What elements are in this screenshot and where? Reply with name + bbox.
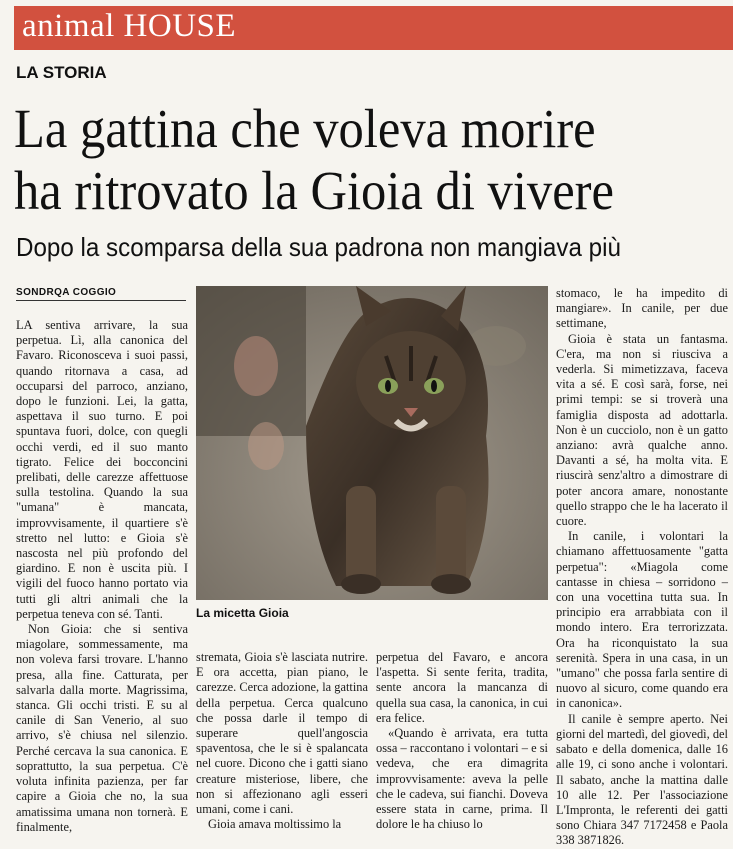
paragraph: LA sentiva arrivare, la sua perpetua. Lì, alla canonica del Favaro. Riconosceva i suoi passi, quando ritornava a casa, ad occuparsi del parroco, anziano, dopo le funzioni. Lei, la gatta, aspettava il suo turno. E poi spuntava fuori, dolce, con quegli occhi verdi, ed il suo manto tigrato. Felice dei bocconcini prelibati, delle carezze affettuose sulla testolina. Quando la sua "umana" è mancata, improvvisamente, il quartiere s'è stretto nel lutto: e Gioia s'è nascosta nel più profondo del giardino. E non è uscita più. I vigili del fuoco hanno portato via tutti gli altri animali che la perpetua teneva con sé. Tanti. xyxy=(16,318,188,621)
subtitle: Dopo la scomparsa della sua padrona non mangiava più xyxy=(16,232,621,262)
cat-illustration xyxy=(196,286,548,600)
paragraph: Non Gioia: che si sentiva miagolare, sommessamente, ma non voleva farsi trovare. L'hanno presa, alla fine. Catturata, per salvarla dalla morte. Magrissima, stanca. Gli occhi tristi. E su al canile di San Venerio, al suo arrivo, s'è chiusa nel silenzio. Perché cercava la sua canonica. E soprattutto, la sua perpetua. C'è voluta infinita pazienza, per far capire a Gioia che no, la sua amatissima umana non tornerà. E finalmente, xyxy=(16,622,188,834)
article-column-1 xyxy=(16,318,188,835)
headline-line-1: La gattina che voleva morire xyxy=(14,98,596,159)
headline xyxy=(14,98,675,222)
paragraph: stremata, Gioia s'è lasciata nutrire. E ora accetta, pian piano, le carezze. Cerca adozione, la gattina della perpetua. Cerca qualcuno che possa darle il tempo di superare quell'angoscia spaventosa, che le si è spalancata nel cuore. Dicono che i gatti siano creature misteriose, libere, che non si affezionano agli esseri umani, come i cani. xyxy=(196,650,368,817)
paragraph: In canile, i volontari la chiamano affettuosamente "gatta perpetua": «Miagola come cantasse in chiesa – sorridono – con una vocettina tutta sua. In principio era arrabbiata con il mondo intero. Era terrorizzata. Ora ha riconquistato la sua serenità. Spera in una casa, in un "umano" che possa farla sentire di nuovo al sicuro, come quando era in canonica». xyxy=(556,529,728,711)
photo-caption: La micetta Gioia xyxy=(196,606,289,620)
article-column-4 xyxy=(556,286,728,849)
article-column-3 xyxy=(376,650,548,832)
section-banner xyxy=(14,6,733,50)
byline-rule xyxy=(16,300,186,301)
article-column-2 xyxy=(196,650,368,832)
paragraph: stomaco, le ha impedito di mangiare». In canile, per due settimane, xyxy=(556,286,728,331)
headline-line-2: ha ritrovato la Gioia di vivere xyxy=(14,160,614,221)
paragraph: Gioia è stata un fantasma. C'era, ma non si riusciva a vederla. Si mimetizzava, faceva vita a sé. E così sarà, forse, nei primi tempi: se si troverà una famiglia disposta ad adottarla. Non è un cucciolo, non è un gatto anziano: avrà qualche anno. Davanti a sé, ha molta vita. E riuscirà senz'altro a dimostrare di poter ancora amare, nonostante quello strappo che le ha lacerato il cuore. xyxy=(556,331,728,529)
byline: SONDRQA COGGIO xyxy=(16,287,117,298)
paragraph: Gioia amava moltissimo la xyxy=(208,817,342,832)
section-banner-title: animal HOUSE xyxy=(22,8,237,44)
cat-photo xyxy=(196,286,548,600)
kicker: LA STORIA xyxy=(16,63,107,82)
paragraph: «Quando è arrivata, era tutta ossa – raccontano i volontari – e si vedeva, che era dimagrita improvvisamente: aveva la pelle che le cadeva, sui fianchi. Doveva essere stata in carne, prima. Il dolore le ha chiuso lo xyxy=(376,726,548,832)
paragraph: Il canile è sempre aperto. Nei giorni del martedì, del giovedì, del sabato e della domenica, dalle 16 alle 19, ci sono anche i volontari. Il sabato, anche la mattina dalle 10 alle 12. Per l'associazione L'Impronta, le referenti dei gatti sono Chiara 347 7172458 e Paola 338 3871826. xyxy=(556,711,728,848)
paragraph: perpetua del Favaro, e ancora l'aspetta. Si sente ferita, tradita, sente ancora la mancanza di quella sua casa, la canonica, in cui era felice. xyxy=(376,650,548,725)
